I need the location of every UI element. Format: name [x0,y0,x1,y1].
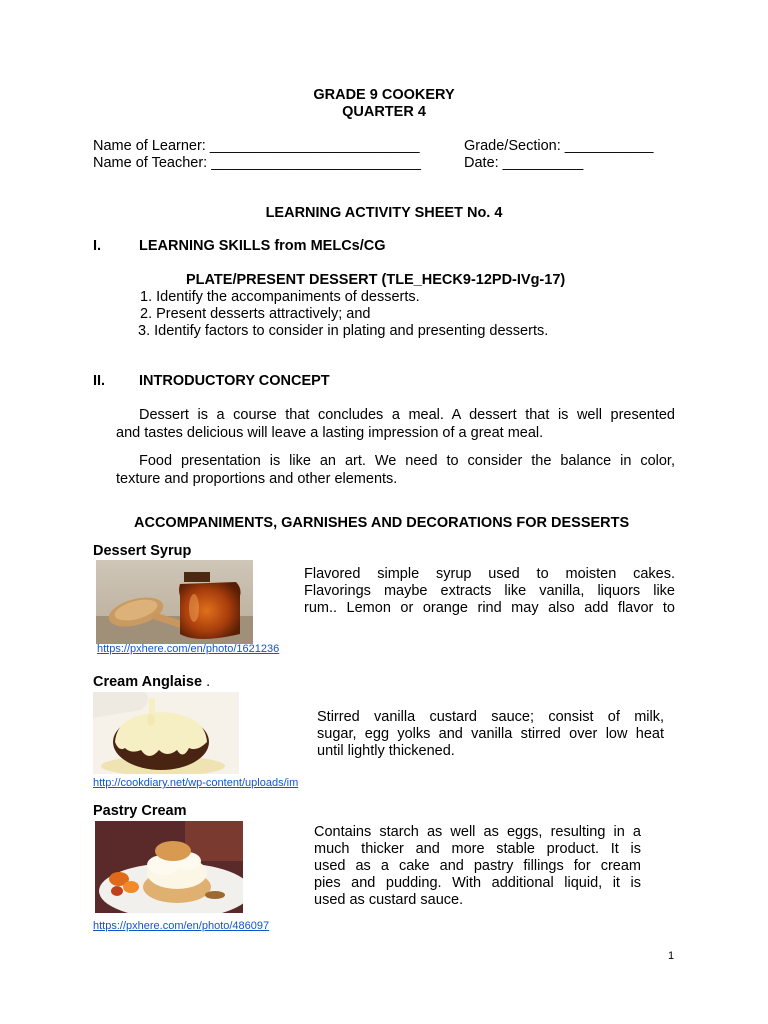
cream-anglaise-title-line [93,674,210,691]
section2-title: INTRODUCTORY CONCEPT [139,373,330,389]
cream-anglaise-source-link[interactable]: http://cookdiary.net/wp-content/uploads/im [93,777,299,789]
dessert-syrup-desc-line-1: Flavored simple syrup used to moisten cakes. [304,566,675,582]
dessert-syrup-desc-line-3: rum.. Lemon or orange rind may also add flavor to [304,600,675,616]
pastry-cream-title: Pastry Cream [93,803,187,819]
teacher-name-field: Name of Teacher: __________________________ [93,155,421,171]
cream-anglaise-desc-line-3: until lightly thickened. [317,743,455,759]
cream-anglaise-title: Cream Anglaise [93,674,203,690]
dessert-syrup-desc-line-2: Flavorings maybe extracts like vanilla, liquors like [304,583,675,599]
dessert-syrup-photo [96,560,253,644]
pastry-cream-desc-line-4: pies and pudding. With additional liquid, it is [314,875,641,891]
section1-title: LEARNING SKILLS from MELCs/CG [139,238,386,254]
cream-anglaise-link-wrap [93,773,307,791]
dessert-syrup-title: Dessert Syrup [93,543,192,559]
grade-section-field: Grade/Section: ___________ [464,138,654,154]
cream-anglaise-title-suffix: . [202,674,211,690]
document-title: GRADE 9 COOKERY [313,87,455,103]
objective-item-1: 1. Identify the accompaniments of desserts. [140,289,420,305]
cream-anglaise-photo [93,692,239,774]
page-number: 1 [668,950,675,962]
accompaniments-heading: ACCOMPANIMENTS, GARNISHES AND DECORATIONS FOR DESSERTS [134,515,630,531]
intro-paragraph-2-line-1: Food presentation is like an art. We need to consider the balance in color, [139,453,675,469]
learner-name-field: Name of Learner: __________________________ [93,138,420,154]
pastry-cream-desc-line-2: much thicker and more stable product. It is [314,841,641,857]
pastry-cream-desc-line-5: used as custard sauce. [314,892,464,908]
pastry-cream-photo [95,821,243,913]
section1-numeral: I. [93,238,102,254]
pastry-cream-desc-line-1: Contains starch as well as eggs, resulting in a [314,824,641,840]
cream-anglaise-desc-line-1: Stirred vanilla custard sauce; consist of milk, [317,709,664,725]
intro-paragraph-2-line-2: texture and proportions and other elements. [116,471,398,487]
cream-anglaise-desc-line-2: sugar, egg yolks and vanilla stirred over low heat [317,726,664,742]
objective-item-3: 3. Identify factors to consider in plating and presenting desserts. [138,323,549,339]
pastry-cream-desc-line-3: used as a cake and pastry fillings for cream [314,858,641,874]
section2-numeral: II. [93,373,106,389]
sheet-title: LEARNING ACTIVITY SHEET No. 4 [265,205,503,221]
quarter-label: QUARTER 4 [342,104,426,120]
intro-paragraph-1-line-2: and tastes delicious will leave a lasting impression of a great meal. [116,425,544,441]
competency-title: PLATE/PRESENT DESSERT (TLE_HECK9-12PD-IVg-17) [186,272,566,288]
intro-paragraph-1-line-1: Dessert is a course that concludes a meal. A dessert that is well presented [139,407,675,423]
dessert-syrup-source-link[interactable]: https://pxhere.com/en/photo/1621236 [97,643,280,655]
date-field: Date: __________ [464,155,584,171]
objective-item-2: 2. Present desserts attractively; and [140,306,371,322]
pastry-cream-source-link[interactable]: https://pxhere.com/en/photo/486097 [93,920,270,932]
